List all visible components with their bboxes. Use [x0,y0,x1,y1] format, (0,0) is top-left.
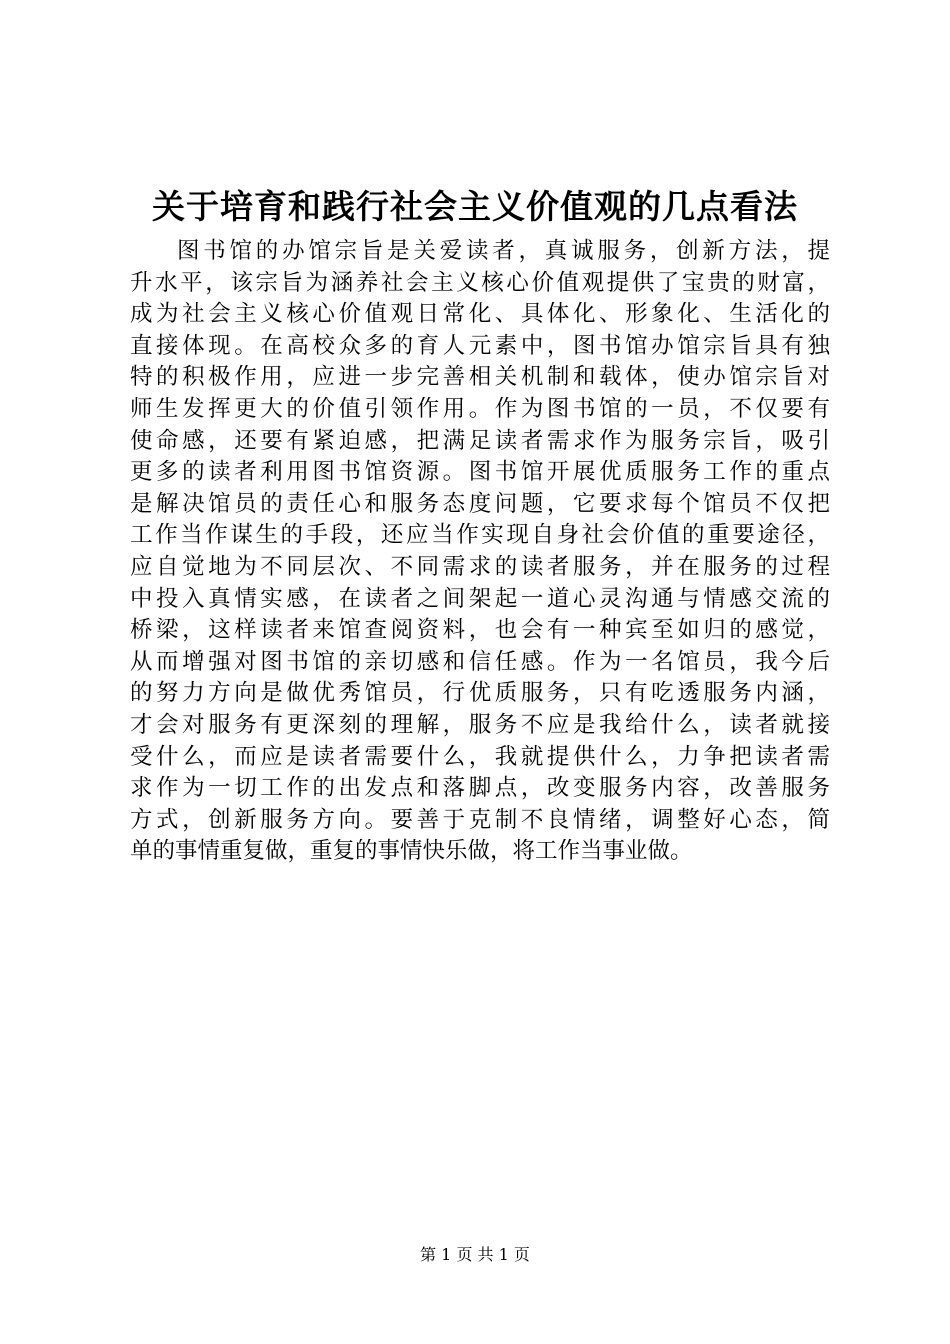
body-line: 图书馆的办馆宗旨是关爱读者，真诚服务，创新方法，提 [177,238,830,264]
body-line: 方式，创新服务方向。要善于克制不良情绪，调整好心态，简 [130,806,830,833]
body-line: 单的事情重复做，重复的事情快乐做，将工作当事业做。 [130,838,693,865]
body-line: 求作为一切工作的出发点和落脚点，改变服务内容，改善服务 [130,775,830,802]
body-line: 特的积极作用，应进一步完善相关机制和载体，使办馆宗旨对 [130,364,830,391]
document-body [130,236,830,868]
body-line: 应自觉地为不同层次、不同需求的读者服务，并在服务的过程 [130,553,830,580]
body-line: 是解决馆员的责任心和服务态度问题，它要求每个馆员不仅把 [130,490,830,517]
body-line: 才会对服务有更深刻的理解，服务不应是我给什么，读者就接 [130,711,830,738]
body-line: 使命感，还要有紧迫感，把满足读者需求作为服务宗旨，吸引 [130,427,830,454]
body-line: 从而增强对图书馆的亲切感和信任感。作为一名馆员，我今后 [130,648,830,675]
body-line: 工作当作谋生的手段，还应当作实现自身社会价值的重要途径， [130,522,830,549]
body-line: 师生发挥更大的价值引领作用。作为图书馆的一员，不仅要有 [130,395,830,422]
body-line: 中投入真情实感，在读者之间架起一道心灵沟通与情感交流的 [130,585,830,612]
document-title: 关于培育和践行社会主义价值观的几点看法 [152,187,798,226]
body-line: 的努力方向是做优秀馆员，行优质服务，只有吃透服务内涵， [130,680,830,707]
body-line: 直接体现。在高校众多的育人元素中，图书馆办馆宗旨具有独 [130,332,830,359]
body-line: 升水平，该宗旨为涵养社会主义核心价值观提供了宝贵的财富， [130,269,830,296]
body-line: 受什么，而应是读者需要什么，我就提供什么，力争把读者需 [130,743,830,770]
body-line: 桥梁，这样读者来馆查阅资料，也会有一种宾至如归的感觉， [130,617,830,644]
body-line: 更多的读者利用图书馆资源。图书馆开展优质服务工作的重点 [130,459,830,486]
page-footer: 第 1 页 共 1 页 [420,1245,530,1264]
body-line: 成为社会主义核心价值观日常化、具体化、形象化、生活化的 [130,301,830,328]
